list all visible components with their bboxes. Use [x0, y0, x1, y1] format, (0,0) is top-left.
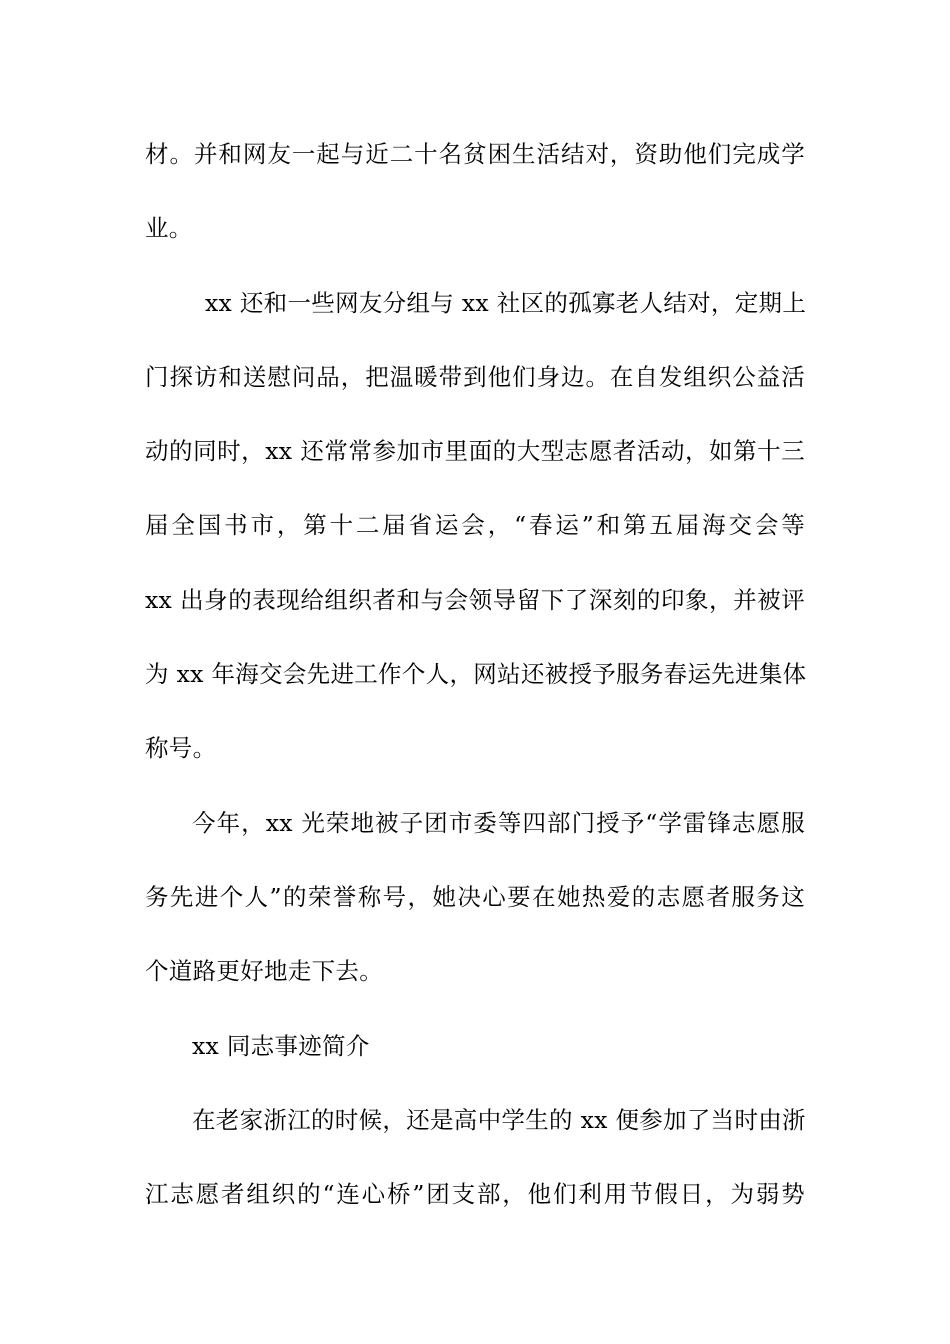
- text-line: 今年，xx 光荣地被子团市委等四部门授予“学雷锋志愿服: [192, 808, 805, 837]
- text-line: 称号。: [145, 734, 217, 763]
- text-line: 材。并和网友一起与近二十名贫困生活结对，资助他们完成学: [145, 140, 805, 168]
- text-line: 在老家浙江的时候，还是高中学生的 xx 便参加了当时由浙: [192, 1105, 806, 1134]
- section-heading: xx 同志事迹简介: [192, 1031, 370, 1060]
- text-line: 业。: [145, 214, 193, 243]
- text-line: 动的同时，xx 还常常参加市里面的大型志愿者活动，如第十三: [145, 437, 805, 466]
- text-line: 江志愿者组织的“连心桥”团支部，他们利用节假日，为弱势: [145, 1180, 805, 1209]
- text-line: xx 还和一些网友分组与 xx 社区的孤寡老人结对，定期上: [205, 288, 807, 317]
- text-line: 门探访和送慰问品，把温暖带到他们身边。在自发组织公益活: [145, 362, 805, 391]
- text-line: xx 出身的表现给组织者和与会领导留下了深刻的印象，并被评: [145, 585, 805, 614]
- text-line: 个道路更好地走下去。: [145, 957, 383, 986]
- text-line: 务先进个人”的荣誉称号，她决心要在她热爱的志愿者服务这: [145, 882, 805, 911]
- body-text: [145, 117, 805, 1231]
- text-line: 为 xx 年海交会先进工作个人，网站还被授予服务春运先进集体: [145, 660, 807, 689]
- text-line: 届全国书市，第十二届省运会，“春运”和第五届海交会等: [145, 511, 805, 540]
